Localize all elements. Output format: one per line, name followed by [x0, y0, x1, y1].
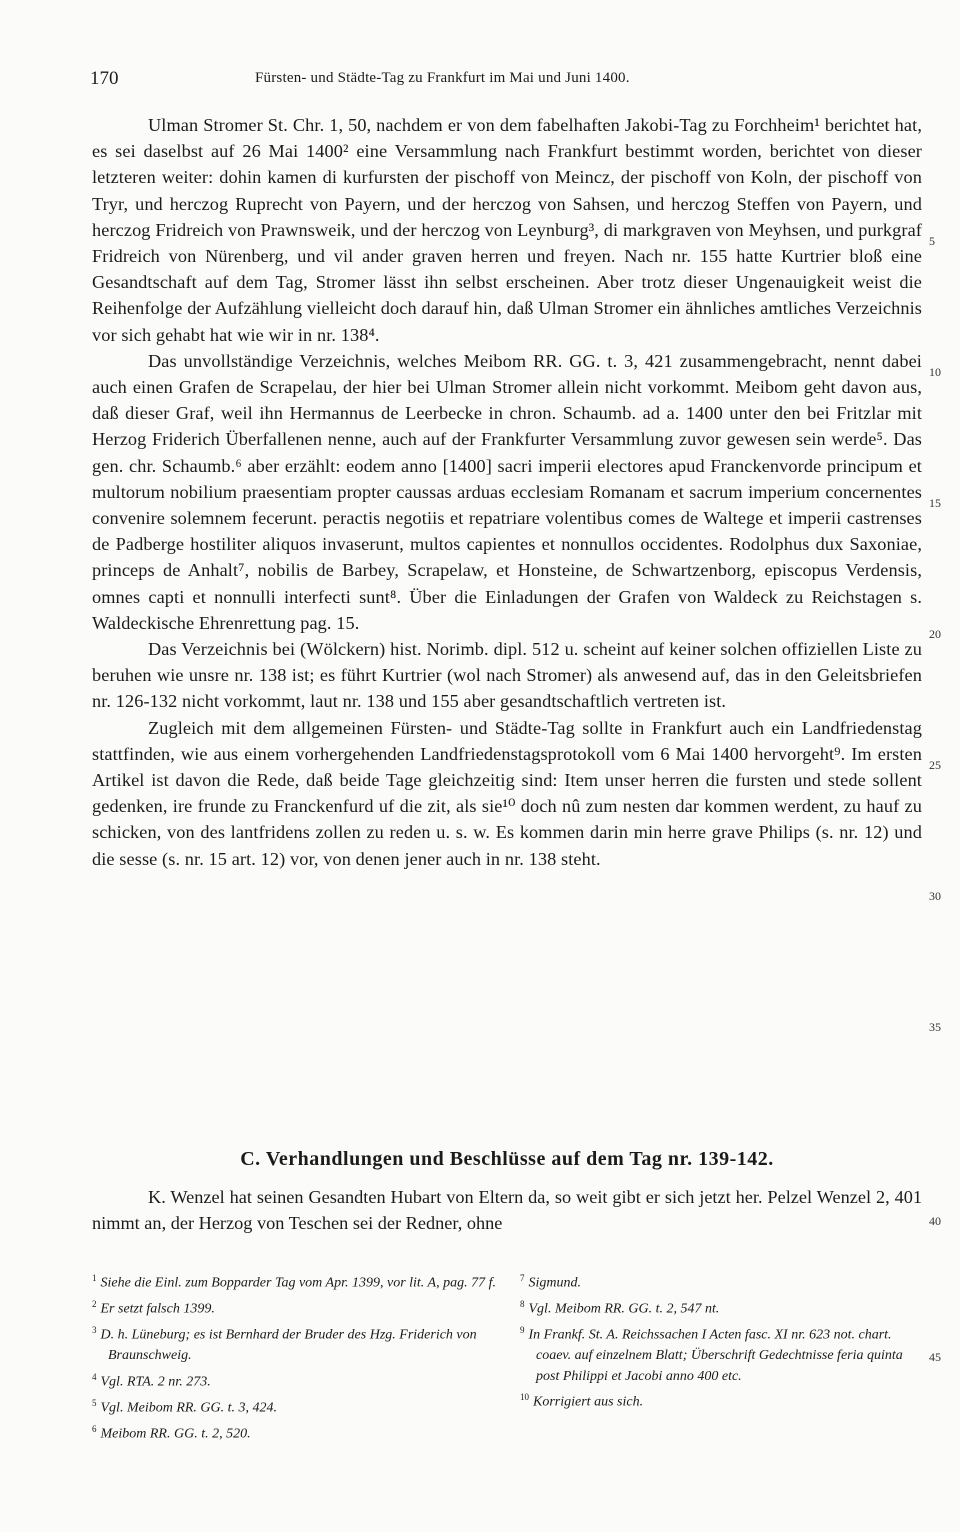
footnote-text: Sigmund.	[528, 1275, 581, 1291]
line-number: 30	[929, 889, 941, 903]
footnote	[520, 1268, 928, 1294]
footnote-text: Vgl. RTA. 2 nr. 273.	[100, 1374, 211, 1390]
footnote-text: Vgl. Meibom RR. GG. t. 3, 424.	[100, 1400, 278, 1416]
footnote-mark: 10	[520, 1392, 529, 1403]
footnote-text: Korrigiert aus sich.	[533, 1395, 644, 1411]
line-number: 25	[929, 758, 941, 772]
footnote-mark: 4	[92, 1371, 97, 1382]
footnotes-left-column	[92, 1268, 500, 1445]
footnote	[92, 1268, 500, 1294]
footnote	[92, 1320, 500, 1367]
line-number: 10	[929, 365, 941, 379]
section-intro-text: K. Wenzel hat seinen Gesandten Hubart von Eltern da, so weit gibt er sich jetzt her. Pelzel Wenzel 2, 401 nimmt an, der Herzog von Teschen sei der Redner, ohne	[92, 1187, 922, 1234]
line-number: 20	[929, 627, 941, 641]
footnote-mark: 8	[520, 1299, 525, 1310]
section-intro	[92, 1184, 922, 1236]
footnote-text: In Frankf. St. A. Reichssachen I Acten fasc. XI nr. 623 not. chart. coaev. auf einzelnem Blatt; Überschrift Gedechtnisse feria quinta post Philippi et Jacobi anno 400 etc.	[528, 1327, 903, 1384]
footnote-text: Vgl. Meibom RR. GG. t. 2, 547 nt.	[528, 1301, 720, 1317]
footnote-text: D. h. Lüneburg; es ist Bernhard der Bruder des Hzg. Friderich von Braunschweig.	[100, 1327, 477, 1364]
footnote-mark: 2	[92, 1299, 97, 1310]
footnote-mark: 9	[520, 1325, 525, 1336]
page-number: 170	[90, 68, 119, 89]
footnote-mark: 3	[92, 1325, 97, 1336]
footnote	[92, 1393, 500, 1419]
footnote-text: Siehe die Einl. zum Bopparder Tag vom Apr. 1399, vor lit. A, pag. 77 f.	[100, 1275, 496, 1291]
footnote	[520, 1294, 928, 1320]
footnote	[520, 1320, 928, 1387]
paragraph: Zugleich mit dem allgemeinen Fürsten- und Städte-Tag sollte in Frankfurt auch ein Landfriedenstag stattfinden, wie aus einem vorhergehenden Landfriedenstagsprotokoll vom 6 Mai 1400 hervorgeht⁹. Im ersten Artikel ist davon die Rede, daß beide Tage gleichzeitig sind: Item unser herren die fursten und stede sollent gedenken, ire frunde zu Franckenfurd uf die zit, als sie¹⁰ doch nû zum nesten dar kommen werdent, zu hauf zu schicken, von des lantfridens zollen zu reden u. s. w. Es kommen darin min herre grave Philips (s. nr. 12) und die sesse (s. nr. 15 art. 12) vor, von denen jener auch in nr. 138 steht.	[92, 717, 922, 869]
line-number: 5	[929, 234, 935, 248]
section-heading: C. Verhandlungen und Beschlüsse auf dem Tag nr. 139-142.	[240, 1148, 774, 1170]
line-number: 45	[929, 1350, 941, 1364]
footnotes-right-column	[520, 1268, 928, 1414]
footnote	[520, 1387, 928, 1413]
line-number: 35	[929, 1020, 941, 1034]
footnote-mark: 6	[92, 1424, 97, 1435]
footnote	[92, 1367, 500, 1393]
footnote-mark: 7	[520, 1273, 525, 1283]
footnote-text: Meibom RR. GG. t. 2, 520.	[100, 1426, 251, 1442]
footnote	[92, 1419, 500, 1445]
footnote-text: Er setzt falsch 1399.	[100, 1301, 215, 1317]
page-header	[90, 68, 920, 96]
line-number: 40	[929, 1214, 941, 1228]
line-number: 15	[929, 496, 941, 510]
footnote	[92, 1294, 500, 1320]
paragraph: Das unvollständige Verzeichnis, welches Meibom RR. GG. t. 3, 421 zusammengebracht, nennt dabei auch einen Grafen de Scrapelau, der hier bei Ulman Stromer allein nicht vorkommt. Meibom geht davon aus, daß dieser Graf, weil ihn Hermannus de Leerbecke in chron. Schaumb. ad a. 1400 unter den bei Fritzlar mit Herzog Friderich Überfallenen nenne, auch auf der Frankfurter Versammlung zuvor gewesen sein werde⁵. Das gen. chr. Schaumb.⁶ aber erzählt: eodem anno [1400] sacri imperii electores apud Franckenvorde principum et multorum nobilium praesentiam propter caussas arduas ecclesiam Romanam et sacrum imperium concernentes convenire solemnem fecerunt. peractis negotiis et repatriare volentibus comes de Waltege et imperii castrenses de Padberge hostiliter aliquos invaserunt, multos capientes et nonnullos occidentes. Rodolphus dux Saxoniae, princeps de Anhalt⁷, nobilis de Barbey, Scrapelaw, et Honsteine, de Schwartzenborg, episcopus Verdensis, omnes capti et nonnulli interfecti sunt⁸. Über die Einladungen der Grafen von Waldeck zu Reichstagen s. Waldeckische Ehrenrettung pag. 15.	[92, 350, 922, 633]
running-title: Fürsten- und Städte-Tag zu Frankfurt im Mai und Juni 1400.	[255, 70, 630, 86]
footnote-mark: 1	[92, 1273, 97, 1283]
paragraph: Das Verzeichnis bei (Wölckern) hist. Norimb. dipl. 512 u. scheint auf keiner solchen offiziellen Liste zu beruhen wie unsre nr. 138 ist; es führt Kurtrier (wol nach Stromer) als anwesend auf, das in den Geleitsbriefen nr. 126-132 nicht vorkommt, laut nr. 138 und 155 aber gesandtschaftlich vertreten ist.	[92, 639, 922, 712]
paragraph: Ulman Stromer St. Chr. 1, 50, nachdem er von dem fabelhaften Jakobi-Tag zu Forchheim¹ berichtet hat, es sei daselbst auf 26 Mai 1400² eine Versammlung nach Frankfurt bestimmt worden, berichtet von dieser letzteren weiter: dohin kamen di kurfursten der pischoff von Meincz, der pischoff von Koln, der pischoff von Tryr, und herczog Ruprecht von Payern, und der herczog von Sahsen, und herczog Steffen von Payern, und herczog Fridreich von Prawnsweik, und der herczog von Leynburg³, di markgraven von Meyhsen, und purkgraf Fridreich von Nürenberg, und vil ander graven herren und freyen. Nach nr. 155 hatte Kurtrier bloß eine Gesandtschaft auf dem Tag, Stromer lässt ihn selbst erscheinen. Aber trotz dieser Ungenauigkeit weist die Reihenfolge der Aufzählung vielleicht doch darauf hin, daß Ulman Stromer ein ähnliches amtliches Verzeichnis vor sich gehabt hat wie wir in nr. 138⁴.	[92, 115, 922, 345]
body-text	[92, 112, 922, 872]
footnote-mark: 5	[92, 1398, 97, 1409]
